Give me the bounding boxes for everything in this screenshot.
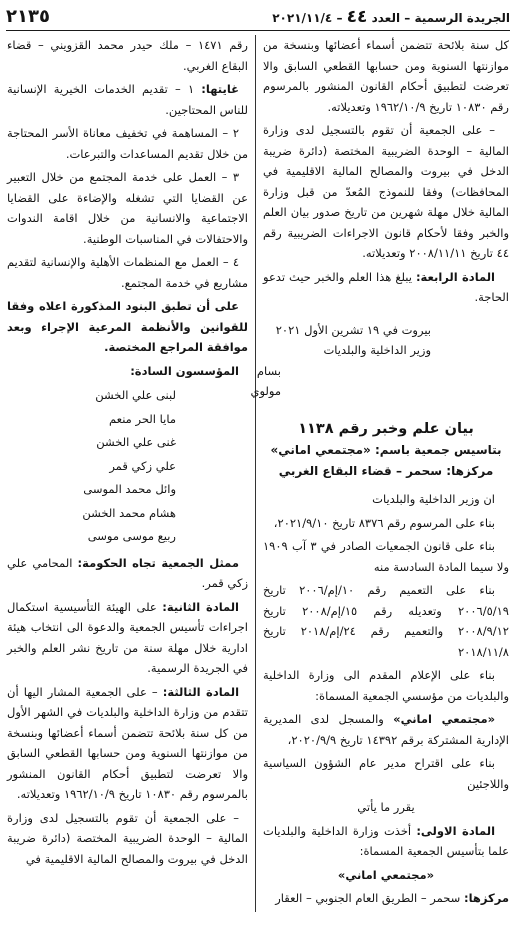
founders-list [7,384,248,549]
article-one-label: المادة الاولى: [416,823,496,838]
founder-name: لبنى علي الخشن [95,388,176,402]
objectives-label: غايتها: [201,82,239,96]
objective-item: ٣ – العمل على خدمة المجتمع من خلال التعبير عن القضايا التي تشغله والإضاءة على القضايا الاجتماعية والانسانية من خلال اقامة الندوات والاحتفالات في المناسبات الوطنية. [7,170,248,246]
issue-date: ٢٠٢١/١١/٤ [272,10,333,25]
header-separator: – [336,10,343,25]
recital-proposal: بناء على اقتراح مدير عام الشؤون السياسية واللاجئين [263,756,509,791]
article-two [7,597,248,679]
objective-item: ٤ – العمل مع المنظمات الأهلية والإنسانية لتقديم مشاريع في خدمة المجتمع. [7,255,248,290]
recital-registration [263,709,509,750]
article-one [263,821,509,862]
signatory-name: بسام مولوي [250,363,281,398]
header-separator: – [404,10,411,25]
founder-name: علي زكي قمر [109,458,176,473]
right-column [250,35,511,912]
representative-label: ممثل الجمعية تجاه الحكومة: [77,555,239,570]
founder-name: غنى علي الخشن [96,435,176,449]
registered-association-name: «مجتمعي اماني» [393,712,495,726]
recital-notification: بناء على الإعلام المقدم الى وزارة الداخلية والبلديات من مؤسسي الجمعية المسماة: [263,668,509,703]
signature-place-date: بيروت في ١٩ تشرين الأول ٢٠٢١ [275,322,431,337]
page-header [6,3,510,31]
decision-heading: يقرر ما يأتي [357,800,415,814]
article-four-label: المادة الرابعة: [415,269,495,284]
signatory-title: وزير الداخلية والبلديات [323,343,431,357]
article-three-continuation: – على الجمعية أن تقوم بالتسجيل لدى وزارة المالية – الوحدة الضريبية المختصة (دائرة ضريبة الدخل في بيروت والمصالح المالية الاقليمية في [7,810,248,866]
publication-name: الجريدة الرسمية [414,10,510,25]
article-four [263,267,509,308]
compliance-clause: على أن تطبق البنود المذكورة اعلاه وفقا للقوانين والأنظمة المرعية الإجراء وبعد موافقة المراجع المختصة. [7,299,248,354]
government-representative [7,553,248,594]
article-two-text: على الهيئة التأسيسية استكمال اجراءات تأسيس الجمعية والدعوة الى انتخاب هيئة ادارية خلال مهلة سنة من تاريخ نشر العلم والخبر في الجريدة الرسمية. [7,599,248,675]
notice-seat: مركزها: سحمر – قضاء البقاع الغربي [278,463,494,478]
recital-registration-text: والمسجل لدى المديرية الإدارية المشتركة برقم ١٤٣٩٢ تاريخ ٢٠٢٠/٩/٩، [263,712,509,747]
left-column [5,35,255,912]
founder-name: وائل محمد الموسى [83,482,176,496]
recital-associations-law: بناء على قانون الجمعيات الصادر في ٣ آب ١٩٠٩ ولا سيما المادة السادسة منه [263,539,509,574]
tax-registration-paragraph: – على الجمعية أن تقوم بالتسجيل لدى وزارة المالية – الوحدة الضريبية المختصة (دائرة ضريبة الدخل في بيروت والمصالح المالية الاقليمية في المحافظات) وفقا للنموذج المُعدّ من قبل وزارة المالية خلال مهلة شهرين من تاريخ صدور بيان العلم والخبر وفقا لأحكام قانون الاجراءات الضريبية رقم ٤٤ تاريخ ٢٠٠٨/١١/١١ وتعديلاته. [263,123,509,260]
objective-item: ٢ – المساهمة في تخفيف معاناة الأسر المحتاجة من خلال تقديم المساعدات والتبرعات. [7,126,248,161]
issue-number: ٤٤ [346,6,368,27]
signature-block [250,320,509,402]
running-head [272,7,510,27]
notice-subject: بتاسيس جمعية باسم: «مجتمعي اماني» [270,443,502,457]
founder-name: مايا الحر منعم [109,411,176,426]
association-seat [263,888,509,909]
article-three [7,682,248,805]
recital-circulars: بناء على التعميم رقم ١٠/إم/٢٠٠٦ تاريخ ٢٠٠٦/٥/١٩ وتعديله رقم ١٥/إم/٢٠٠٨ تاريخ ٢٠٠٨/٩/١٢ والتعميم رقم ٢٤/إم/٢٠١٨ تاريخ ٢٠١٨/١١/٨ [263,583,509,659]
seat-continuation: رقم ١٤٧١ – ملك حيدر محمد القزويني – قضاء البقاع الغربي. [7,38,248,73]
issue-label: العدد [371,10,401,25]
association-name: «مجتمعي اماني» [337,867,435,882]
recital-decree: بناء على المرسوم رقم ٨٣٧٦ تاريخ ٢٠٢١/٩/١٠، [273,515,495,530]
notice-title: بيان علم وخبر رقم ١١٣٨ [298,420,474,437]
association-seat-label: مركزها: [463,891,509,905]
objective-text: ١ – تقديم الخدمات الخيرية الإنسانية للناس المحتاجين. [7,82,248,117]
founder-name: ربيع موسى موسى [87,529,176,543]
article-one-text: أخذت وزارة الداخلية والبلديات علما بتأسيس الجمعية المسماة: [263,823,509,858]
continued-paragraph: كل سنة بلائحة تتضمن أسماء أعضائها وبنسخة من موازنتها السنوية ومن حسابها القطعي السابق والا تعرضت لتطبيق أحكام القانون المنشور بالمرسوم رقم ١٠٨٣٠ تاريخ ١٩٦٢/١٠/٩ وتعديلاته. [263,38,509,114]
article-four-text: يبلغ هذا العلم والخبر حيث تدعو الحاجة. [263,269,509,304]
article-two-label: المادة الثانية: [162,599,240,614]
association-seat-text: سحمر – الطريق العام الجنوبي – العقار [275,891,461,905]
notice-issuer: ان وزير الداخلية والبلديات [372,492,495,506]
article-three-text: – على الجمعية المشار اليها أن تتقدم من وزارة الداخلية والبلديات في الشهر الأول من كل سنة بلائحة تتضمن أسماء أعضائها وبنسخة من موازنتها السنوية ومن حسابها القطعي السابق والا تعرضت لتطبيق أحكام القانون المنشور بالمرسوم رقم ١٠٨٣٠ تاريخ ١٩٦٢/١٠/٩ وتعديلاته. [7,684,248,801]
founders-heading: المؤسسون السادة: [130,363,239,378]
article-three-label: المادة الثالثة: [162,684,240,699]
objective-item [7,79,248,120]
founder-name: هشام محمد الخشن [82,505,176,520]
two-column-body [5,35,511,912]
page-number: ٢١٣٥ [6,6,50,27]
representative-text: المحامي علي زكي قمر. [7,555,248,590]
